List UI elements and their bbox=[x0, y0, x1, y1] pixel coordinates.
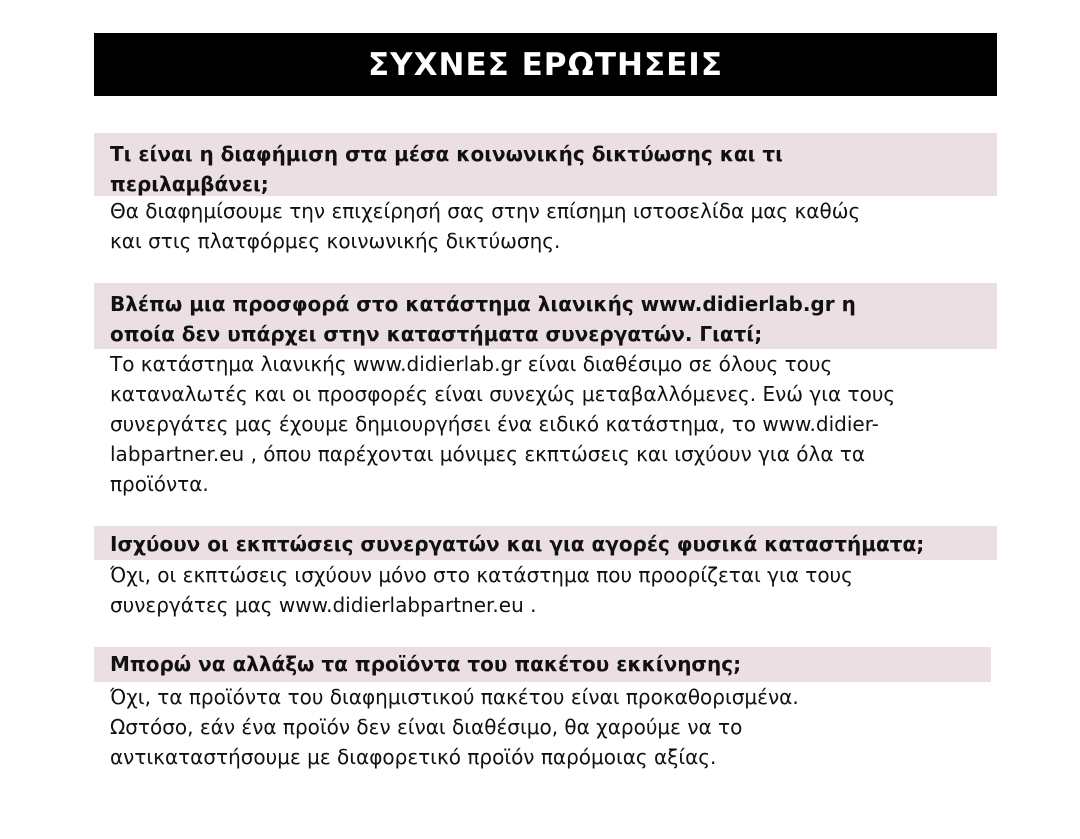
faq-item bbox=[94, 283, 997, 499]
faq-answer: Όχι, οι εκπτώσεις ισχύουν μόνο στο κατάστημα που προορίζεται για τους συνεργάτες μας www.didierlabpartner.eu . bbox=[110, 563, 853, 617]
faq-item bbox=[94, 133, 997, 256]
faq-answer: Θα διαφημίσουμε την επιχείρησή σας στην επίσημη ιστοσελίδα μας καθώς και στις πλατφόρμες κοινωνικής δικτύωσης. bbox=[110, 199, 861, 253]
faq-question: Ισχύουν οι εκπτώσεις συνεργατών και για αγορές φυσικά καταστήματα; bbox=[94, 526, 997, 560]
faq-question: Μπορώ να αλλάξω τα προϊόντα του πακέτου εκκίνησης; bbox=[94, 647, 991, 682]
page-title: ΣΥΧΝΕΣ ΕΡΩΤΗΣΕΙΣ bbox=[94, 33, 997, 96]
faq-answer: Το κατάστημα λιανικής www.didierlab.gr είναι διαθέσιμο σε όλους τους καταναλωτές και οι προσφορές είναι συνεχώς μεταβαλλόμενες. Ενώ για τους συνεργάτες μας έχουμε δημιουργήσει ένα ειδικό κατάστημα, το www.didier- labpartner.eu , όπου παρέχονται μόνιμες εκπτώσεις και ισχύουν για όλα τα προϊόντα. bbox=[110, 352, 896, 496]
faq-item bbox=[94, 526, 997, 620]
faq-question: Τι είναι η διαφήμιση στα μέσα κοινωνικής δικτύωσης και τι περιλαμβάνει; bbox=[94, 133, 997, 196]
faq-answer: Όχι, τα προϊόντα του διαφημιστικού πακέτου είναι προκαθορισμένα. Ωστόσο, εάν ένα προϊόν δεν είναι διαθέσιμο, θα χαρούμε να το αντικαταστήσουμε με διαφορετικό προϊόν παρόμοιας αξίας. bbox=[110, 685, 799, 769]
faq-item bbox=[94, 647, 991, 772]
faq-question: Βλέπω μια προσφορά στο κατάστημα λιανικής www.didierlab.gr η οποία δεν υπάρχει στην καταστήματα συνεργατών. Γιατί; bbox=[94, 283, 997, 349]
